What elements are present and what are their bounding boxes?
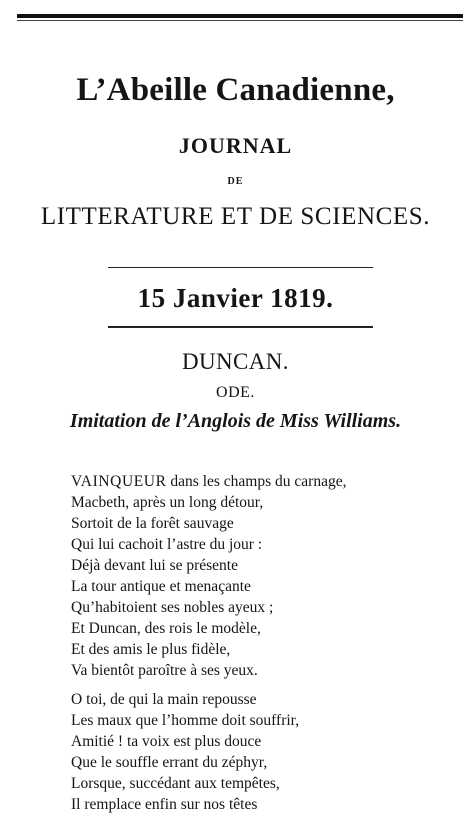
poem-line: Que le souffle errant du zéphyr, [71, 754, 268, 771]
top-border-rule [17, 14, 463, 18]
journal-label: JOURNAL [178, 133, 293, 158]
poem-line: Lorsque, succédant aux tempêtes, [71, 775, 280, 792]
poem-line: La tour antique et menaçante [71, 578, 251, 595]
issue-date: 15 Janvier 1819. [137, 283, 334, 313]
poem-line: Déjà devant lui se présente [71, 557, 238, 574]
poem-line: Sortoit de la forêt sauvage [71, 515, 234, 532]
poem-line: Et Duncan, des rois le modèle, [71, 620, 261, 637]
poem-line: Macbeth, après un long détour, [71, 494, 264, 511]
poem-line: Va bientôt paroître à ses yeux. [71, 662, 258, 679]
poem-line: Qu’habitoient ses nobles ayeux ; [71, 599, 274, 616]
poem-line: Les maux que l’homme doit souffrir, [71, 712, 300, 729]
top-border-rule-thin [17, 20, 463, 21]
poem-line: Et des amis le plus fidèle, [71, 641, 231, 658]
newspaper-subtitle: LITTERATURE ET DE SCIENCES. [40, 203, 431, 230]
newspaper-title: L’Abeille Canadienne, [76, 72, 395, 108]
poem-line: O toi, de qui la main repousse [71, 691, 257, 708]
poem-line-text: dans les champs du carnage, [166, 473, 347, 490]
poem-line: Il remplace enfin sur nos têtes [71, 796, 258, 813]
date-rule-bottom [108, 326, 373, 328]
poem-title: DUNCAN. [182, 349, 289, 374]
poem-line [71, 473, 346, 491]
poem-genre: ODE. [216, 384, 255, 401]
de-label: DE [227, 176, 244, 187]
poem-first-word: VAINQUEUR [71, 473, 167, 490]
poem-line: Amitié ! ta voix est plus douce [71, 733, 262, 750]
poem-attribution: Imitation de l’Anglois de Miss Williams. [69, 410, 402, 432]
date-rule-top [108, 267, 373, 268]
poem-line: Qui lui cachoit l’astre du jour : [71, 536, 263, 553]
